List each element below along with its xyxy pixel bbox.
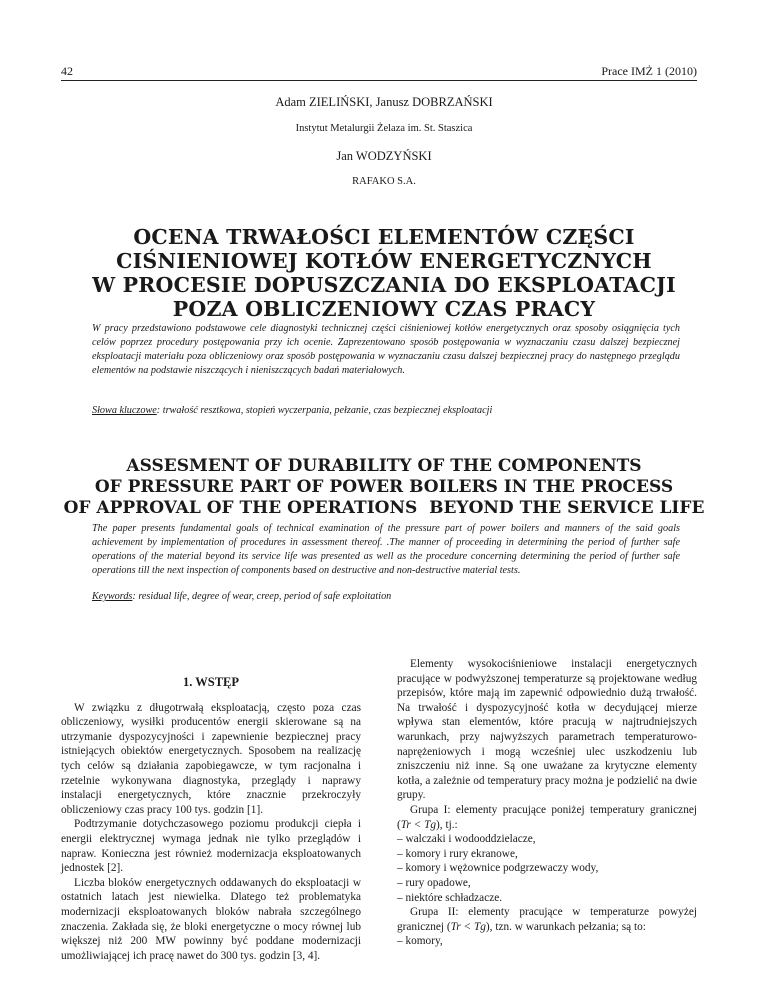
list-item: – komory i wężownice podgrzewaczy wody, bbox=[397, 862, 599, 875]
list-item: – niektóre schładzacze. bbox=[397, 891, 503, 904]
institution: Instytut Metalurgii Żelaza im. St. Staszica bbox=[295, 123, 473, 134]
paragraph: Podtrzymanie dotychczasowego poziomu produkcji ciepła i energii elektrycznej wymaga jednak nie tylko przeglądów i napraw. Konieczna jest również modernizacja eksploatowanych jednostek [2]. bbox=[61, 818, 361, 875]
title-polish-line: OCENA TRWAŁOŚCI ELEMENTÓW CZĘŚCI bbox=[133, 225, 635, 249]
title-polish-line: CIŚNIENIOWEJ KOTŁÓW ENERGETYCZNYCH bbox=[116, 249, 652, 273]
paragraph: W związku z długotrwałą eksploatacją, często poza czas obliczeniowy, wysiłki producentów energii skierowane są na utrzymanie dyspozycyjności i zapewnienie bezpiecznej pracy istniejących obiektów energetycznych. Sposobem na realizację tych celów są działania zapobiegawcze, w tym racjonalna i rzetelnie wykonywana diagnostyka, przeglądy i naprawy instalacji energetycznych, które znacznie przekroczyły obliczeniowy czas pracy 100 tys. godzin [1]. bbox=[61, 701, 361, 816]
abstract-english: The paper presents fundamental goals of technical examination of the pressure part of power boilers and manners of the said goals achievement by implementation of procedures in assessment thereof. .The manner of proceeding in determining the period of further safe operations of the material beyond its service life was presented as well as the procedure concerning determining the period of further safe operations till the next inspection of components based on destructive and non-destructive material tests. bbox=[92, 523, 680, 576]
keywords-text: : residual life, degree of wear, creep, period of safe exploitation bbox=[132, 591, 392, 602]
keywords-label: Keywords bbox=[92, 591, 133, 602]
page-number: 42 bbox=[61, 64, 73, 78]
keywords-label: Słowa kluczowe bbox=[92, 405, 157, 416]
paragraph: Liczba bloków energetycznych oddawanych do eksploatacji w ostatnich latach jest niewielka. Dlatego też problematyka modernizacji eksploatowanych bloków nabrała szczególnego znaczenia. Zakłada się, że bloki energetyczne o mocy równej lub większej niż 200 MW powinny być poddane modernizacji umożliwiającej ich pracę nawet do 300 tys. godzin [3, 4]. bbox=[61, 876, 361, 962]
section-heading: 1. WSTĘP bbox=[182, 675, 240, 689]
journal-reference: Prace IMŻ 1 (2010) bbox=[601, 64, 697, 78]
title-english-line: OF PRESSURE PART OF POWER BOILERS IN THE PROCESS bbox=[94, 477, 674, 497]
title-english-line: OF APPROVAL OF THE OPERATIONS BEYOND THE SERVICE LIFE bbox=[63, 498, 705, 518]
list-item: – walczaki i wodooddzielacze, bbox=[397, 833, 536, 846]
list-item: – komory i rury ekranowe, bbox=[397, 847, 518, 860]
right-column bbox=[397, 657, 697, 949]
group-2-intro-end: ), tzn. w warunkach pełzania; są to: bbox=[485, 920, 646, 933]
title-polish-line: W PROCESIE DOPUSZCZANIA DO EKSPLOATACJI bbox=[92, 273, 676, 297]
authors-line: Adam ZIELIŃSKI, Janusz DOBRZAŃSKI bbox=[275, 95, 493, 109]
paragraph: Elementy wysokociśnieniowe instalacji energetycznych pracujące w podwyższonej temperaturze są projektowane według przepisów, które mają im zapewnić odpowiednio dużą trwałość. Na trwałość i dyspozycyjność kotła w decydującej mierze wpływa stan elementów, które pracują w najtrudniejszych warunkach, przy najwyższych parametrach temperaturowo-naprężeniowych i mogą wcześniej ulec uszkodzeniu lub zniszczeniu niż inne. Są one uważane za krytyczne elementy kotła, a zależnie od temperatury pracy można je podzielić na dwie grupy. bbox=[397, 658, 697, 802]
list-item: – komory, bbox=[397, 935, 443, 948]
keywords-text: : trwałość resztkowa, stopień wyczerpania, pełzanie, czas bezpiecznej eksploatacji bbox=[156, 405, 493, 416]
institution-2: RAFAKO S.A. bbox=[352, 176, 416, 187]
formula: Tr < Tg bbox=[400, 818, 437, 831]
group-1-intro-end: ), tj.: bbox=[436, 818, 458, 831]
list-item: – rury opadowe, bbox=[397, 876, 471, 889]
formula: Tr < Tg bbox=[450, 920, 486, 933]
keywords-polish bbox=[92, 404, 680, 418]
title-polish bbox=[0, 225, 768, 321]
title-english bbox=[0, 456, 768, 519]
abstract-polish: W pracy przedstawiono podstawowe cele diagnostyki technicznej części ciśnieniowej kotłów energetycznych oraz sposoby osiągnięcia tych celów poprzez procedury postępowania przy ich ocenie. Zaprezentowano sposób postępowania w wyznaczaniu czasu dalszej bezpiecznej eksploatacji materiału poza obliczeniowy oraz sposób postępowania w wyznaczaniu czasu dalszej bezpiecznej pracy do następnego przeglądu elementów na podstawie niszczących i nieniszczących badań materiałowych. bbox=[92, 323, 680, 376]
group-1-intro bbox=[397, 803, 697, 832]
left-column bbox=[61, 675, 361, 963]
group-2-intro bbox=[397, 905, 697, 934]
title-english-line: ASSESMENT OF DURABILITY OF THE COMPONENTS bbox=[126, 456, 642, 476]
title-polish-line: POZA OBLICZENIOWY CZAS PRACY bbox=[172, 297, 596, 321]
authors-line-2: Jan WODZYŃSKI bbox=[336, 149, 432, 163]
group-1-intro-text: Grupa I: elementy pracujące poniżej temperatury granicznej ( bbox=[397, 803, 697, 831]
keywords-english bbox=[92, 590, 680, 604]
header-rule bbox=[61, 80, 697, 81]
group-2-intro-text: Grupa II: elementy pracujące w temperaturze powyżej granicznej ( bbox=[397, 906, 697, 933]
